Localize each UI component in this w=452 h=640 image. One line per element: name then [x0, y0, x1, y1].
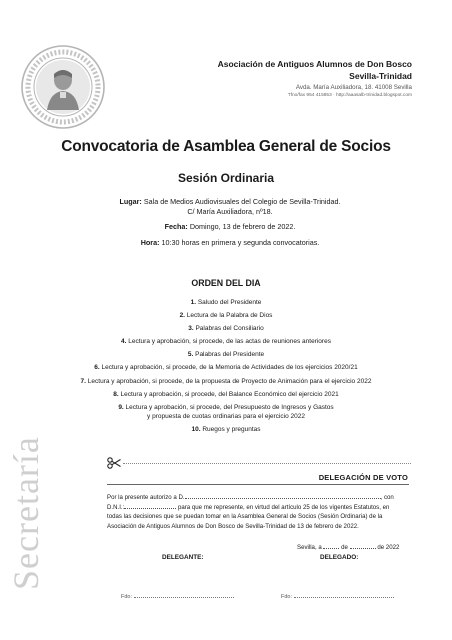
firma-delegado: Fdo:: [281, 592, 394, 600]
lugar-value: Sala de Medios Audiovisuales del Colegio de Sevilla-Trinidad.: [143, 197, 341, 206]
month-blank[interactable]: [350, 542, 376, 549]
letterhead: [218, 58, 412, 99]
delegado-label: DELEGADO:: [320, 554, 359, 561]
agenda-item: 8. Lectura y aprobación, si procede, del Balance Económico del ejercicio 2021: [113, 390, 339, 398]
agenda-item: 9. Lectura y aprobación, si procede, del Presupuesto de Ingresos y Gastos y propuesta de cuotas ordinarias para el ejercicio 2022: [118, 403, 334, 420]
lugar-label: Lugar:: [119, 197, 142, 206]
delegacion-line-3: todas las decisiones que se puedan tomar en la Asamblea General de Socios (Sesión Ordinaria) de la: [107, 513, 383, 520]
lugar-value-2: C/ María Auxiliadora, nº18.: [187, 207, 273, 216]
name-blank[interactable]: [185, 492, 381, 499]
agenda-item: 3. Palabras del Consiliario: [188, 325, 264, 333]
delegacion-line-1: Por la presente autorizo a D. , con: [107, 494, 394, 501]
date-line: Sevilla, a de de 2022: [297, 544, 400, 551]
org-contact: Tfno/fax 954 415853 · http://aaasalb-trinidad.blogspot.com: [287, 93, 412, 98]
hora-label: Hora:: [140, 238, 160, 247]
day-blank[interactable]: [323, 542, 339, 549]
fecha-line: [60, 222, 400, 232]
lugar-line: [60, 197, 400, 207]
delegacion-title: DELEGACIÓN DE VOTO: [318, 473, 408, 482]
agenda-item: 10. Ruegos y preguntas: [191, 425, 261, 433]
delegacion-line-4: Asociación de Antiguos Alumnos de Don Bosco de Sevilla-Trinidad de 13 de febrero de 2022.: [107, 523, 359, 530]
fecha-label: Fecha:: [164, 222, 188, 231]
delegacion-divider: [107, 484, 409, 485]
document-subtitle: Sesión Ordinaria: [177, 171, 275, 185]
agenda-item: 5. Palabras del Presidente: [187, 351, 265, 359]
org-name: Asociación de Antiguos Alumnos de Don Bosco: [217, 59, 412, 69]
delegacion-line-2: D.N.I.: para que me represente, en virtud del artículo 25 de los vigentes Estatutos, en: [107, 504, 390, 511]
cut-line: [123, 463, 411, 464]
agenda-item: 4. Lectura y aprobación, si procede, de las actas de reuniones anteriores: [121, 338, 331, 346]
signature-blank-delegante[interactable]: [134, 592, 234, 598]
scissors-icon: [107, 457, 121, 469]
signature-blank-delegado[interactable]: [294, 592, 394, 598]
lugar-line-2: [60, 207, 400, 217]
fecha-value: Domingo, 13 de febrero de 2022.: [189, 222, 296, 231]
dni-blank[interactable]: [124, 502, 176, 509]
association-logo: [20, 44, 106, 130]
document-title: Convocatoria de Asamblea General de Socios: [61, 138, 391, 155]
agenda-title: ORDEN DEL DIA: [191, 278, 261, 288]
agenda-item: 6. Lectura y aprobación, si procede, de la Memoria de Actividades de los ejercicios 2020/21: [94, 364, 358, 372]
org-address: Avda. María Auxiliadora, 18. 41008 Sevilla: [295, 84, 412, 91]
org-city: Sevilla-Trinidad: [349, 71, 412, 81]
delegante-label: DELEGANTE:: [162, 554, 204, 561]
agenda-item: 1. Saludo del Presidente: [190, 299, 262, 306]
agenda-list: [0, 296, 452, 436]
hora-line: [60, 238, 400, 248]
secretaria-watermark: Secretaría: [6, 436, 46, 590]
firma-delegante: Fdo:: [121, 592, 234, 600]
agenda-item: 2. Lectura de la Palabra de Dios: [179, 312, 273, 320]
agenda-item: 7. Lectura y aprobación, si procede, de la propuesta de Proyecto de Animación para el ejercicio 2022: [80, 377, 372, 385]
hora-value: 10:30 horas en primera y segunda convocatorias.: [161, 238, 320, 247]
